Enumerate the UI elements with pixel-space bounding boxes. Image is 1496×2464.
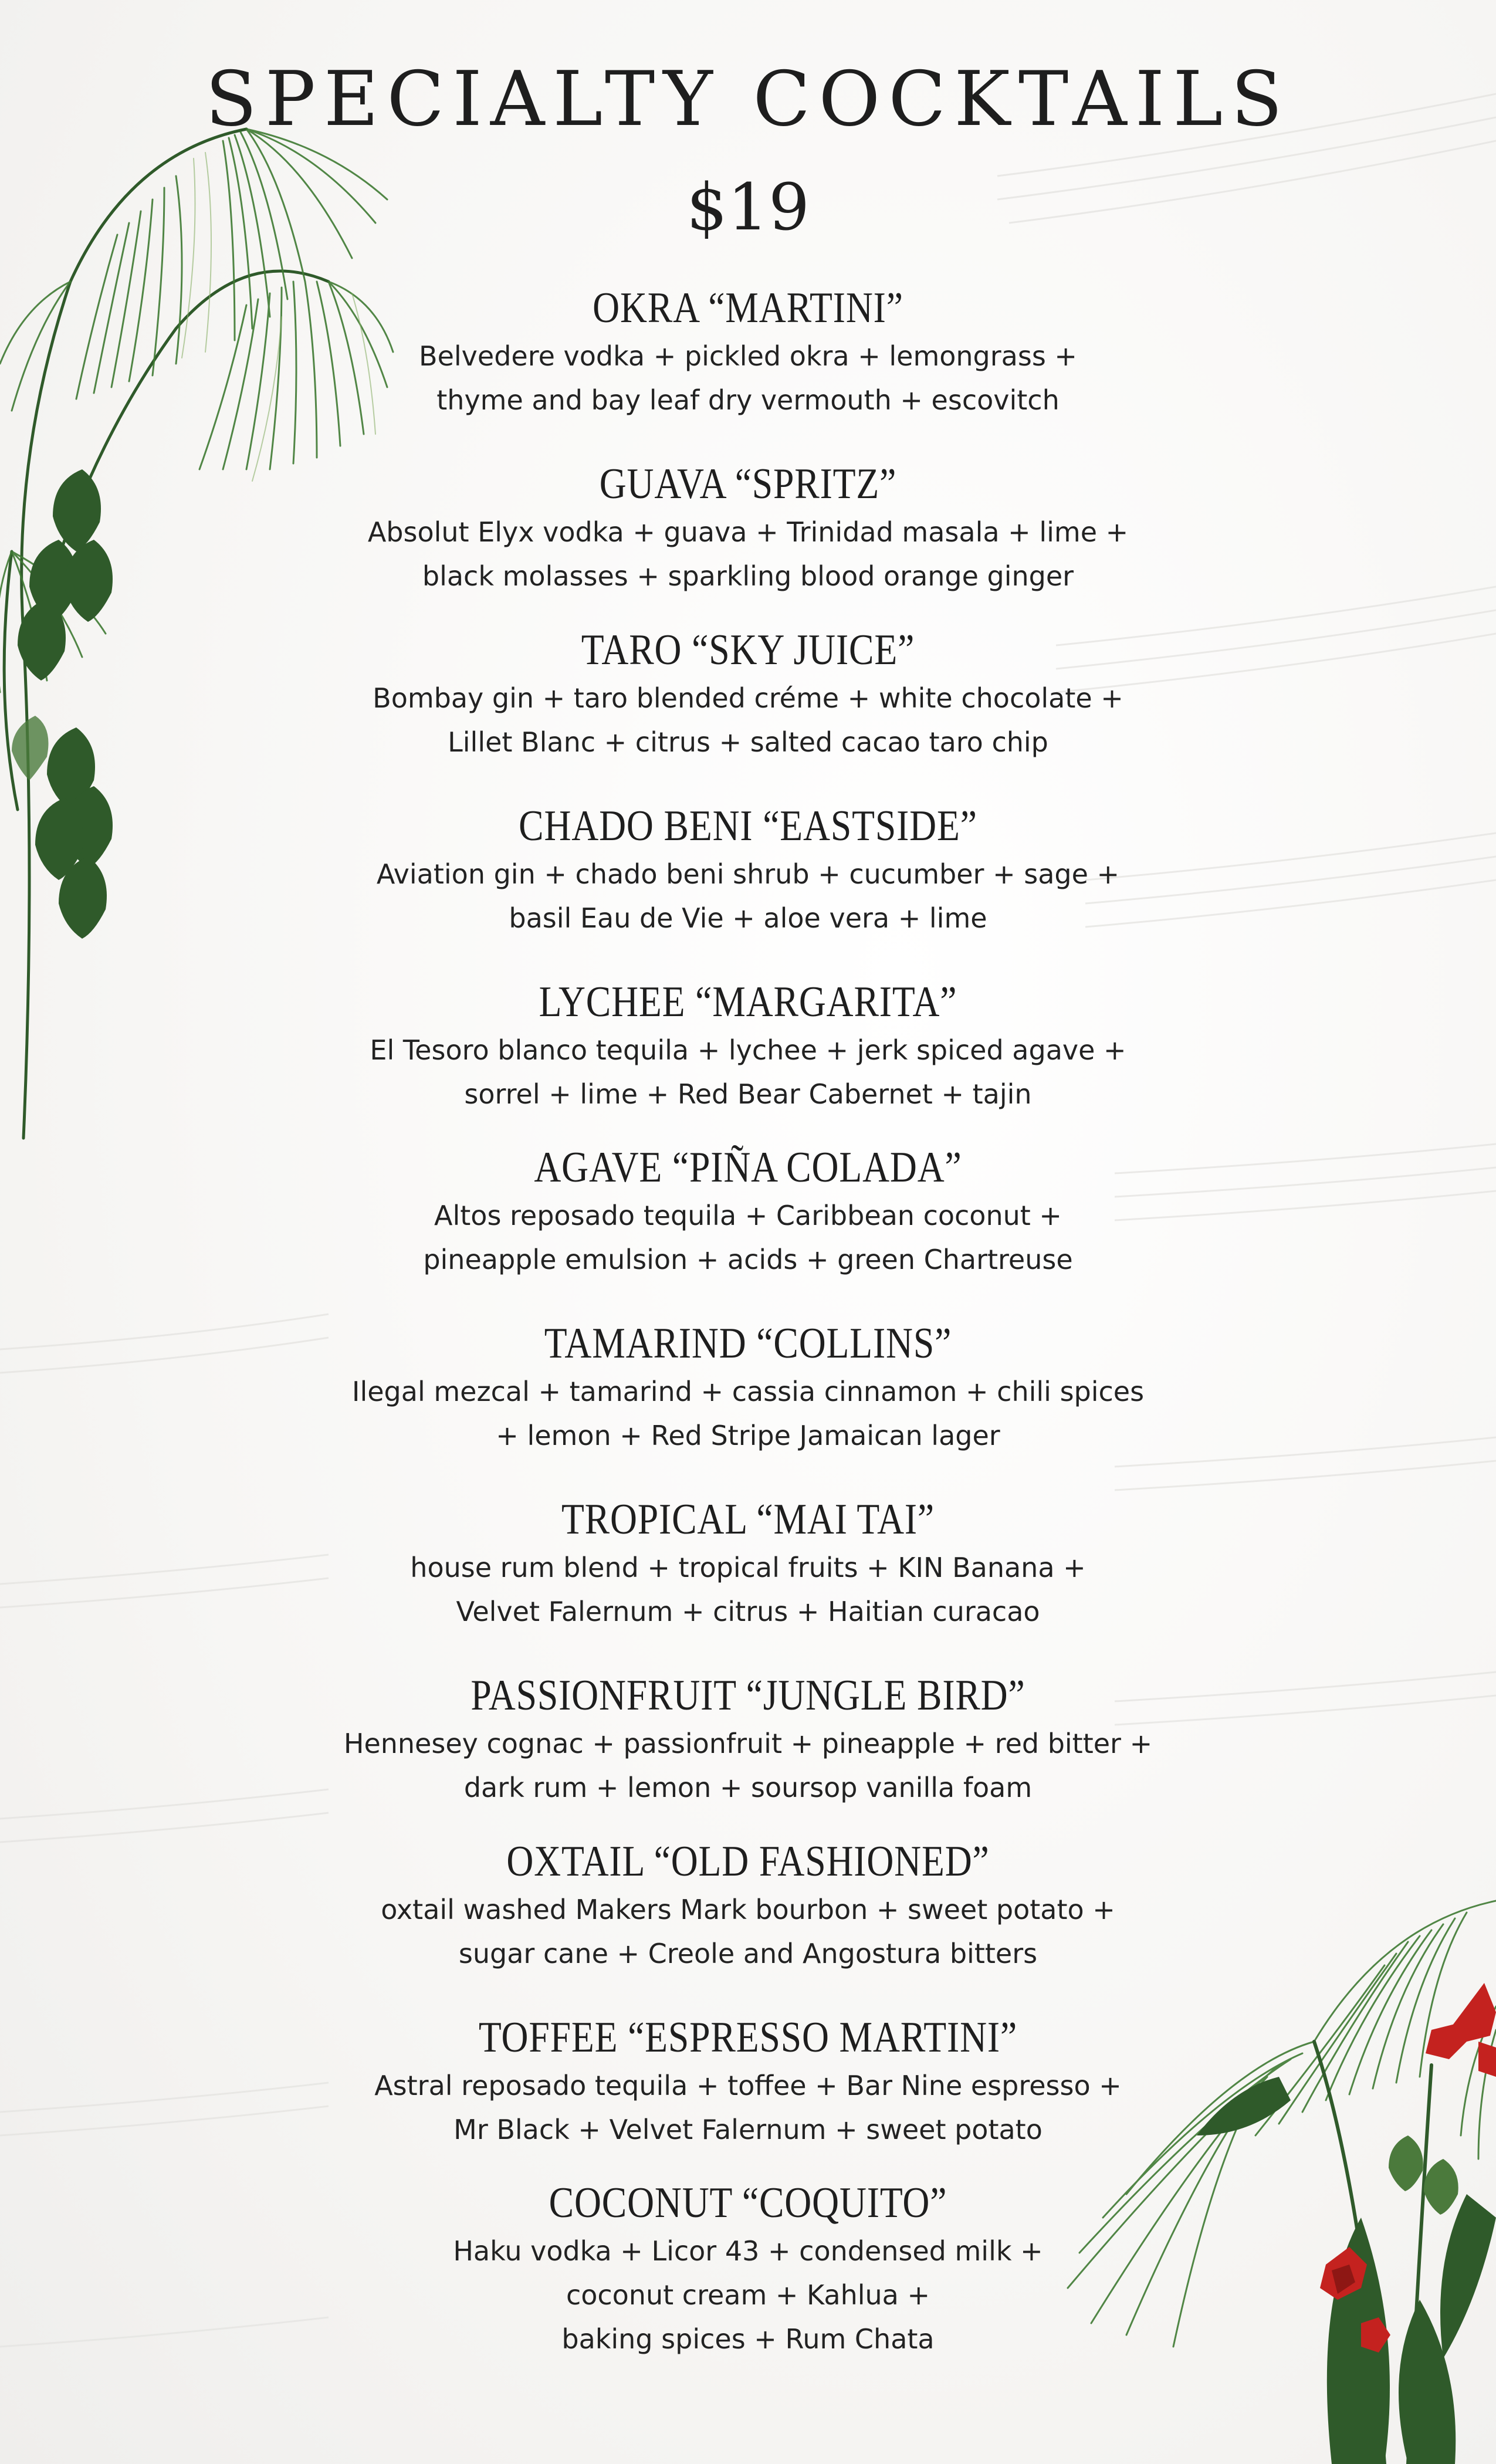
menu-item <box>0 2011 1496 2152</box>
menu-item <box>0 2177 1496 2361</box>
menu-item <box>0 1669 1496 1810</box>
cocktail-description: Belvedere vodka + pickled okra + lemongrass + thyme and bay leaf dry vermouth + escovitch <box>419 340 1077 416</box>
cocktail-description: Hennesey cognac + passionfruit + pineapple + red bitter + dark rum + lemon + soursop vanilla foam <box>343 1728 1153 1803</box>
menu-item <box>0 976 1496 1116</box>
cocktail-description: Altos reposado tequila + Caribbean coconut + pineapple emulsion + acids + green Chartreuse <box>423 1200 1073 1275</box>
menu-item <box>0 800 1496 940</box>
cocktail-description: Aviation gin + chado beni shrub + cucumber + sage + basil Eau de Vie + aloe vera + lime <box>376 858 1120 934</box>
cocktail-name: OKRA “MARTINI” <box>593 284 903 332</box>
cocktail-description: Bombay gin + taro blended créme + white chocolate + Lillet Blanc + citrus + salted cacao taro chip <box>373 682 1123 758</box>
menu-item <box>0 1141 1496 1282</box>
menu-title: SPECIALTY COCKTAILS <box>205 56 1291 143</box>
cocktail-description: Ilegal mezcal + tamarind + cassia cinnamon + chili spices + lemon + Red Stripe Jamaican lager <box>351 1376 1145 1451</box>
menu-item <box>0 1835 1496 1976</box>
menu-item <box>0 1317 1496 1458</box>
cocktail-description: Astral reposado tequila + toffee + Bar Nine espresso + Mr Black + Velvet Falernum + sweet potato <box>374 2070 1122 2145</box>
cocktail-name: LYCHEE “MARGARITA” <box>539 978 957 1026</box>
cocktail-name: TROPICAL “MAI TAI” <box>561 1495 935 1544</box>
cocktail-name: GUAVA “SPRITZ” <box>599 460 897 508</box>
cocktail-name: TOFFEE “ESPRESSO MARTINI” <box>478 2013 1018 2062</box>
cocktail-description: oxtail washed Makers Mark bourbon + sweet potato + sugar cane + Creole and Angostura bitters <box>381 1894 1115 1969</box>
menu-item <box>0 458 1496 598</box>
menu-item <box>0 1493 1496 1634</box>
menu-item <box>0 624 1496 764</box>
cocktail-name: TARO “SKY JUICE” <box>581 626 915 674</box>
cocktail-name: CHADO BENI “EASTSIDE” <box>519 802 977 850</box>
cocktail-name: PASSIONFRUIT “JUNGLE BIRD” <box>471 1671 1025 1720</box>
cocktail-name: AGAVE “PIÑA COLADA” <box>534 1143 962 1192</box>
cocktail-description: El Tesoro blanco tequila + lychee + jerk spiced agave + sorrel + lime + Red Bear Cabernet + tajin <box>370 1034 1126 1110</box>
cocktail-description: Haku vodka + Licor 43 + condensed milk + coconut cream + Kahlua + baking spices + Rum Chata <box>453 2235 1043 2355</box>
menu-price: $19 <box>686 170 810 245</box>
cocktail-name: COCONUT “COQUITO” <box>549 2179 947 2227</box>
cocktail-description: house rum blend + tropical fruits + KIN Banana + Velvet Falernum + citrus + Haitian curacao <box>410 1552 1086 1627</box>
cocktail-description: Absolut Elyx vodka + guava + Trinidad masala + lime + black molasses + sparkling blood orange ginger <box>367 516 1129 592</box>
cocktail-name: OXTAIL “OLD FASHIONED” <box>506 1837 990 1886</box>
menu-item <box>0 282 1496 422</box>
cocktail-name: TAMARIND “COLLINS” <box>544 1319 952 1368</box>
